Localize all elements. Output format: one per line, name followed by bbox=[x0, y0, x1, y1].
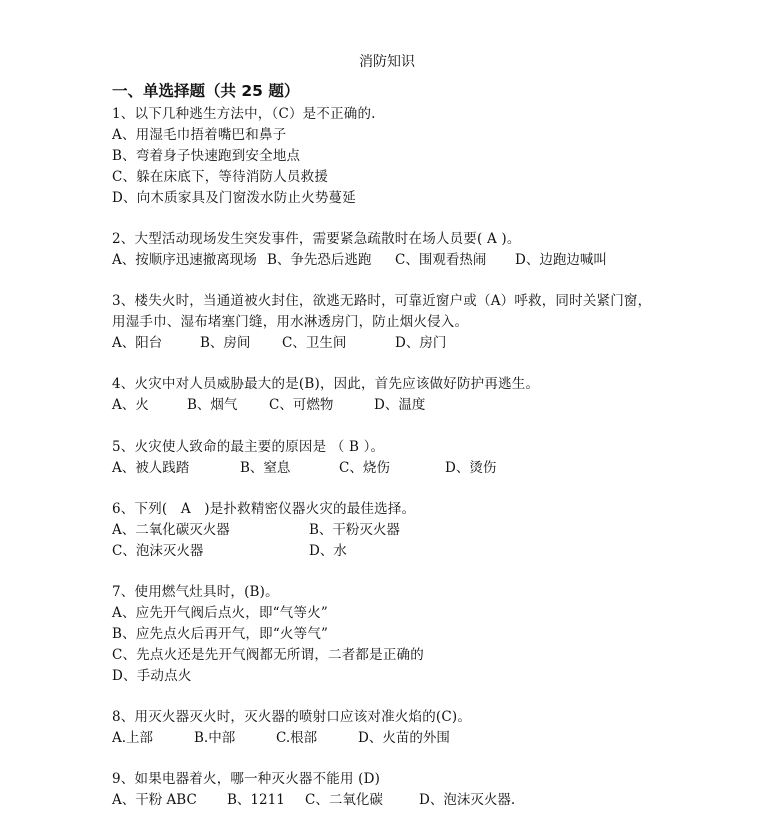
question-9-option-b: B、1211 bbox=[227, 792, 285, 808]
question-2-option-d: D、边跑边喊叫 bbox=[515, 252, 607, 268]
question-1-stem: 1、以下几种逃生方法中，（C）是不正确的. bbox=[112, 106, 376, 122]
question-7-option-a: A、应先开气阀后点火，即“气等火” bbox=[112, 605, 328, 621]
question-7-stem: 7、使用燃气灶具时，(B)。 bbox=[112, 584, 279, 600]
question-6-option-d: D、水 bbox=[309, 543, 347, 559]
question-9-option-d: D、泡沫灭火器. bbox=[419, 792, 516, 808]
question-1-option-a: A、用湿毛巾捂着嘴巴和鼻子 bbox=[112, 127, 287, 143]
question-8-option-a: A.上部 bbox=[112, 730, 154, 746]
question-9-stem: 9、如果电器着火，哪一种灭火器不能用 (D) bbox=[112, 771, 381, 787]
question-3-option-a: A、阳台 bbox=[112, 335, 163, 351]
question-1-option-c: C、躲在床底下，等待消防人员救援 bbox=[112, 169, 329, 185]
question-4-stem: 4、火灾中对人员威胁最大的是(B)，因此，首先应该做好防护再逃生。 bbox=[112, 376, 540, 392]
question-8-option-d: D、火苗的外围 bbox=[358, 730, 450, 746]
question-5-option-c: C、烧伤 bbox=[339, 460, 390, 476]
question-2-option-c: C、围观看热闹 bbox=[395, 252, 487, 268]
question-3-stem-line-1: 3、楼失火时，当通道被火封住，欲逃无路时，可靠近窗户或（A）呼救，同时关紧门窗， bbox=[112, 293, 652, 309]
question-7-option-d: D、手动点火 bbox=[112, 668, 192, 684]
question-2-option-a: A、按顺序迅速撤离现场 bbox=[112, 252, 257, 268]
question-6-option-b: B、干粉灭火器 bbox=[309, 522, 400, 538]
question-6-stem: 6、下列( A )是扑救精密仪器火灾的最佳选择。 bbox=[112, 501, 416, 517]
question-3-option-d: D、房门 bbox=[395, 335, 447, 351]
question-9-option-c: C、二氧化碳 bbox=[305, 792, 383, 808]
question-7-option-b: B、应先点火后再开气，即“火等气” bbox=[112, 626, 329, 642]
question-6-option-c: C、泡沫灭火器 bbox=[112, 543, 204, 559]
question-8-option-c: C.根部 bbox=[276, 730, 318, 746]
question-4-option-a: A、火 bbox=[112, 397, 149, 413]
question-1-option-d: D、向木质家具及门窗泼水防止火势蔓延 bbox=[112, 190, 356, 206]
document-title: 消防知识 bbox=[359, 54, 415, 70]
section-heading: 一、单选择题（共 25 题） bbox=[112, 82, 300, 100]
question-2-stem: 2、大型活动现场发生突发事件，需要紧急疏散时在场人员要( A )。 bbox=[112, 231, 521, 247]
question-6-option-a: A、二氧化碳灭火器 bbox=[112, 522, 230, 538]
question-3-option-b: B、房间 bbox=[200, 335, 251, 351]
question-5-option-d: D、烫伤 bbox=[445, 460, 497, 476]
question-8-option-b: B.中部 bbox=[194, 730, 236, 746]
question-4-option-b: B、烟气 bbox=[187, 397, 238, 413]
question-9-option-a: A、干粉 ABC bbox=[112, 792, 197, 808]
question-5-stem: 5、火灾使人致命的最主要的原因是 （ B ）。 bbox=[112, 439, 385, 455]
question-4-option-c: C、可燃物 bbox=[269, 397, 334, 413]
question-7-option-c: C、先点火还是先开气阀都无所谓，二者都是正确的 bbox=[112, 647, 424, 663]
question-5-option-a: A、被人践踏 bbox=[112, 460, 190, 476]
question-3-stem-line-2: 用湿手巾、湿布堵塞门缝，用水淋透房门，防止烟火侵入。 bbox=[112, 314, 469, 330]
question-1-option-b: B、弯着身子快速跑到安全地点 bbox=[112, 148, 301, 164]
question-4-option-d: D、温度 bbox=[374, 397, 426, 413]
question-8-stem: 8、用灭火器灭火时，灭火器的喷射口应该对准火焰的(C)。 bbox=[112, 709, 472, 725]
question-2-option-b: B、争先恐后逃跑 bbox=[267, 252, 372, 268]
question-5-option-b: B、窒息 bbox=[240, 460, 291, 476]
question-3-option-c: C、卫生间 bbox=[282, 335, 347, 351]
